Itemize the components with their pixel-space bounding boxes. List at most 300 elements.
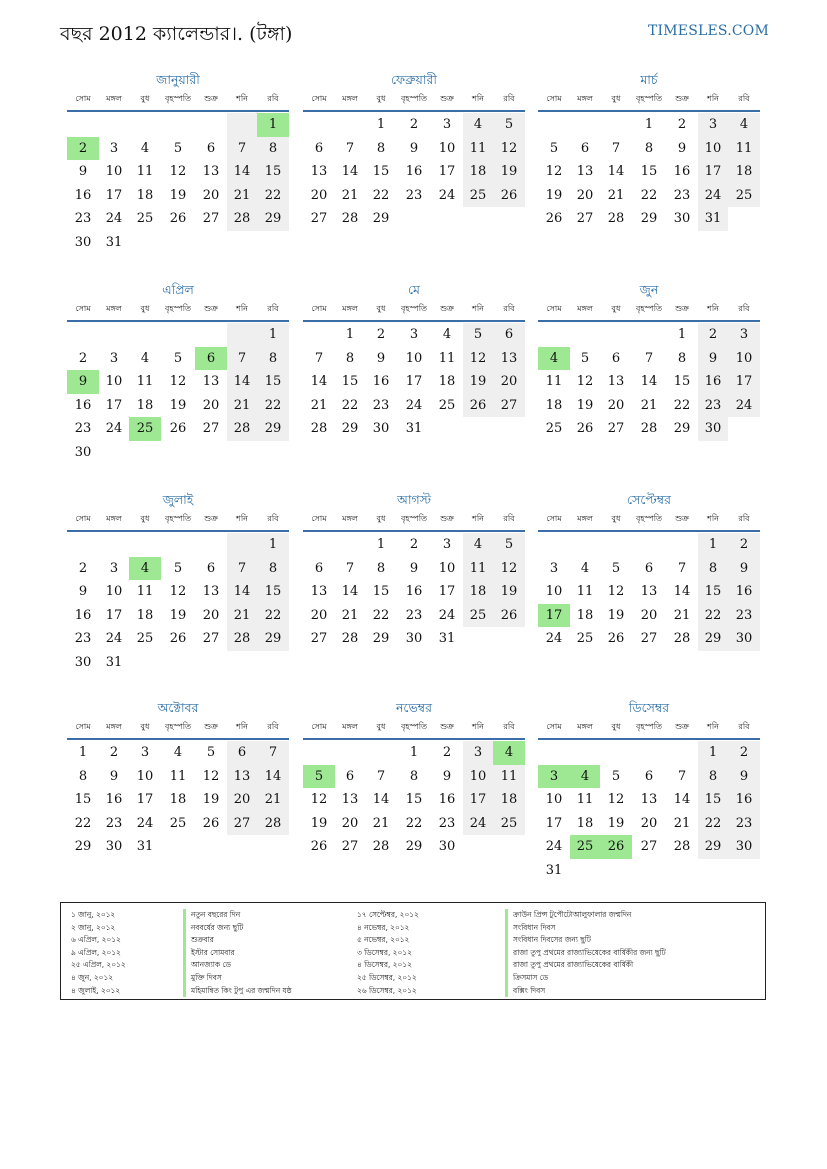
day-cell[interactable]: 10 bbox=[438, 560, 456, 576]
day-cell[interactable]: 12 bbox=[202, 768, 220, 784]
day-cell[interactable]: 4 bbox=[463, 113, 493, 137]
day-cell[interactable]: 22 bbox=[673, 397, 691, 413]
day-cell[interactable]: 6 bbox=[227, 741, 257, 765]
day-cell[interactable]: 8 bbox=[376, 140, 386, 156]
day-cell[interactable]: 23 bbox=[673, 187, 691, 203]
day-cell[interactable]: 2 bbox=[376, 327, 386, 342]
day-cell[interactable]: 22 bbox=[372, 607, 390, 623]
day-cell[interactable]: 30 bbox=[728, 835, 760, 859]
day-cell[interactable]: 11 bbox=[463, 557, 493, 581]
day-cell[interactable]: 14 bbox=[257, 765, 289, 789]
day-cell[interactable]: 29 bbox=[74, 839, 92, 855]
day-cell[interactable]: 12 bbox=[607, 584, 625, 600]
day-cell[interactable]: 13 bbox=[310, 584, 328, 600]
day-cell[interactable]: 3 bbox=[728, 323, 760, 347]
day-cell[interactable]: 20 bbox=[341, 815, 359, 831]
day-cell[interactable]: 16 bbox=[728, 788, 760, 812]
day-cell[interactable]: 21 bbox=[607, 187, 625, 203]
day-cell[interactable]: 17 bbox=[438, 164, 456, 180]
day-cell[interactable]: 3 bbox=[109, 560, 119, 576]
day-cell[interactable]: 3 bbox=[538, 765, 570, 789]
day-cell[interactable]: 17 bbox=[698, 160, 728, 184]
day-cell[interactable]: 17 bbox=[405, 374, 423, 390]
day-cell[interactable]: 4 bbox=[129, 557, 161, 581]
day-cell[interactable]: 18 bbox=[728, 160, 760, 184]
day-cell[interactable]: 25 bbox=[169, 815, 187, 831]
day-cell[interactable]: 30 bbox=[698, 417, 728, 441]
day-cell[interactable]: 23 bbox=[74, 421, 92, 437]
day-cell[interactable]: 21 bbox=[673, 607, 691, 623]
day-cell[interactable]: 14 bbox=[341, 164, 359, 180]
day-cell[interactable]: 1 bbox=[409, 745, 419, 760]
day-cell[interactable]: 23 bbox=[105, 815, 123, 831]
day-cell[interactable]: 16 bbox=[438, 792, 456, 808]
day-cell[interactable]: 14 bbox=[372, 792, 390, 808]
day-cell[interactable]: 24 bbox=[463, 812, 493, 836]
day-cell[interactable]: 14 bbox=[227, 580, 257, 604]
day-cell[interactable]: 7 bbox=[345, 560, 355, 576]
day-cell[interactable]: 21 bbox=[227, 184, 257, 208]
day-cell[interactable]: 25 bbox=[545, 421, 563, 437]
day-cell[interactable]: 11 bbox=[545, 374, 563, 390]
day-cell[interactable]: 16 bbox=[405, 584, 423, 600]
day-cell[interactable]: 27 bbox=[493, 394, 525, 418]
day-cell[interactable]: 9 bbox=[677, 140, 687, 156]
day-cell[interactable]: 31 bbox=[545, 862, 563, 878]
day-cell[interactable]: 23 bbox=[728, 812, 760, 836]
day-cell[interactable]: 9 bbox=[409, 560, 419, 576]
day-cell[interactable]: 5 bbox=[173, 140, 183, 156]
day-cell[interactable]: 17 bbox=[136, 792, 154, 808]
day-cell[interactable]: 26 bbox=[202, 815, 220, 831]
day-cell[interactable]: 27 bbox=[576, 211, 594, 227]
day-cell[interactable]: 5 bbox=[549, 140, 559, 156]
day-cell[interactable]: 27 bbox=[310, 211, 328, 227]
day-cell[interactable]: 20 bbox=[310, 187, 328, 203]
day-cell[interactable]: 9 bbox=[409, 140, 419, 156]
day-cell[interactable]: 30 bbox=[438, 839, 456, 855]
day-cell[interactable]: 1 bbox=[257, 113, 289, 137]
day-cell[interactable]: 2 bbox=[677, 117, 687, 132]
day-cell[interactable]: 4 bbox=[442, 327, 452, 342]
day-cell[interactable]: 26 bbox=[600, 835, 632, 859]
day-cell[interactable]: 26 bbox=[463, 394, 493, 418]
day-cell[interactable]: 10 bbox=[545, 792, 563, 808]
day-cell[interactable]: 22 bbox=[341, 397, 359, 413]
day-cell[interactable]: 21 bbox=[227, 394, 257, 418]
day-cell[interactable]: 26 bbox=[310, 839, 328, 855]
day-cell[interactable]: 4 bbox=[580, 560, 590, 576]
day-cell[interactable]: 7 bbox=[257, 741, 289, 765]
day-cell[interactable]: 25 bbox=[438, 397, 456, 413]
day-cell[interactable]: 27 bbox=[202, 631, 220, 647]
day-cell[interactable]: 8 bbox=[698, 557, 728, 581]
day-cell[interactable]: 18 bbox=[136, 397, 154, 413]
day-cell[interactable]: 6 bbox=[580, 140, 590, 156]
day-cell[interactable]: 31 bbox=[405, 421, 423, 437]
day-cell[interactable]: 4 bbox=[728, 113, 760, 137]
day-cell[interactable]: 8 bbox=[677, 350, 687, 366]
day-cell[interactable]: 25 bbox=[728, 184, 760, 208]
day-cell[interactable]: 24 bbox=[545, 631, 563, 647]
day-cell[interactable]: 1 bbox=[644, 117, 654, 132]
day-cell[interactable]: 10 bbox=[105, 374, 123, 390]
day-cell[interactable]: 20 bbox=[202, 187, 220, 203]
day-cell[interactable]: 15 bbox=[698, 580, 728, 604]
day-cell[interactable]: 19 bbox=[169, 607, 187, 623]
day-cell[interactable]: 1 bbox=[376, 537, 386, 552]
day-cell[interactable]: 30 bbox=[728, 627, 760, 651]
day-cell[interactable]: 14 bbox=[673, 584, 691, 600]
day-cell[interactable]: 24 bbox=[728, 394, 760, 418]
day-cell[interactable]: 1 bbox=[677, 327, 687, 342]
day-cell[interactable]: 29 bbox=[698, 835, 728, 859]
day-cell[interactable]: 28 bbox=[341, 631, 359, 647]
day-cell[interactable]: 6 bbox=[206, 560, 216, 576]
day-cell[interactable]: 8 bbox=[345, 350, 355, 366]
day-cell[interactable]: 18 bbox=[136, 607, 154, 623]
day-cell[interactable]: 12 bbox=[576, 374, 594, 390]
day-cell[interactable]: 19 bbox=[493, 160, 525, 184]
day-cell[interactable]: 29 bbox=[341, 421, 359, 437]
day-cell[interactable]: 6 bbox=[206, 140, 216, 156]
day-cell[interactable]: 29 bbox=[405, 839, 423, 855]
day-cell[interactable]: 27 bbox=[227, 812, 257, 836]
day-cell[interactable]: 16 bbox=[372, 374, 390, 390]
day-cell[interactable]: 15 bbox=[372, 164, 390, 180]
day-cell[interactable]: 3 bbox=[442, 117, 452, 132]
day-cell[interactable]: 26 bbox=[169, 421, 187, 437]
day-cell[interactable]: 17 bbox=[105, 187, 123, 203]
day-cell[interactable]: 16 bbox=[74, 607, 92, 623]
day-cell[interactable]: 3 bbox=[463, 741, 493, 765]
day-cell[interactable]: 25 bbox=[463, 604, 493, 628]
day-cell[interactable]: 10 bbox=[698, 137, 728, 161]
day-cell[interactable]: 3 bbox=[140, 745, 150, 760]
day-cell[interactable]: 6 bbox=[493, 323, 525, 347]
day-cell[interactable]: 27 bbox=[640, 839, 658, 855]
day-cell[interactable]: 24 bbox=[698, 184, 728, 208]
day-cell[interactable]: 28 bbox=[310, 421, 328, 437]
day-cell[interactable]: 15 bbox=[640, 164, 658, 180]
day-cell[interactable]: 30 bbox=[74, 654, 92, 670]
day-cell[interactable]: 21 bbox=[310, 397, 328, 413]
day-cell[interactable]: 7 bbox=[227, 137, 257, 161]
day-cell[interactable]: 10 bbox=[463, 765, 493, 789]
day-cell[interactable]: 26 bbox=[545, 211, 563, 227]
day-cell[interactable]: 25 bbox=[493, 812, 525, 836]
day-cell[interactable]: 31 bbox=[438, 631, 456, 647]
day-cell[interactable]: 3 bbox=[109, 350, 119, 366]
day-cell[interactable]: 14 bbox=[673, 792, 691, 808]
day-cell[interactable]: 24 bbox=[438, 607, 456, 623]
day-cell[interactable]: 20 bbox=[493, 370, 525, 394]
day-cell[interactable]: 1 bbox=[376, 117, 386, 132]
day-cell[interactable]: 5 bbox=[493, 533, 525, 557]
day-cell[interactable]: 17 bbox=[105, 397, 123, 413]
day-cell[interactable]: 24 bbox=[136, 815, 154, 831]
day-cell[interactable]: 1 bbox=[257, 533, 289, 557]
day-cell[interactable]: 5 bbox=[303, 765, 335, 789]
day-cell[interactable]: 24 bbox=[438, 187, 456, 203]
day-cell[interactable]: 2 bbox=[78, 350, 88, 366]
day-cell[interactable]: 28 bbox=[227, 627, 257, 651]
day-cell[interactable]: 12 bbox=[169, 374, 187, 390]
day-cell[interactable]: 22 bbox=[698, 604, 728, 628]
day-cell[interactable]: 16 bbox=[728, 580, 760, 604]
day-cell[interactable]: 7 bbox=[227, 557, 257, 581]
day-cell[interactable]: 22 bbox=[74, 815, 92, 831]
day-cell[interactable]: 5 bbox=[611, 768, 621, 784]
day-cell[interactable]: 28 bbox=[673, 839, 691, 855]
day-cell[interactable]: 7 bbox=[227, 347, 257, 371]
day-cell[interactable]: 12 bbox=[545, 164, 563, 180]
day-cell[interactable]: 6 bbox=[314, 140, 324, 156]
day-cell[interactable]: 2 bbox=[67, 137, 99, 161]
day-cell[interactable]: 5 bbox=[173, 560, 183, 576]
day-cell[interactable]: 25 bbox=[576, 631, 594, 647]
day-cell[interactable]: 15 bbox=[372, 584, 390, 600]
day-cell[interactable]: 27 bbox=[202, 421, 220, 437]
day-cell[interactable]: 10 bbox=[405, 350, 423, 366]
day-cell[interactable]: 11 bbox=[576, 792, 594, 808]
day-cell[interactable]: 12 bbox=[310, 792, 328, 808]
day-cell[interactable]: 7 bbox=[376, 768, 386, 784]
day-cell[interactable]: 8 bbox=[78, 768, 88, 784]
day-cell[interactable]: 11 bbox=[136, 584, 154, 600]
day-cell[interactable]: 30 bbox=[74, 444, 92, 460]
day-cell[interactable]: 11 bbox=[169, 768, 187, 784]
day-cell[interactable]: 8 bbox=[257, 557, 289, 581]
day-cell[interactable]: 26 bbox=[493, 604, 525, 628]
day-cell[interactable]: 11 bbox=[728, 137, 760, 161]
day-cell[interactable]: 21 bbox=[640, 397, 658, 413]
day-cell[interactable]: 31 bbox=[105, 654, 123, 670]
day-cell[interactable]: 15 bbox=[673, 374, 691, 390]
day-cell[interactable]: 1 bbox=[698, 533, 728, 557]
day-cell[interactable]: 13 bbox=[202, 374, 220, 390]
day-cell[interactable]: 10 bbox=[105, 584, 123, 600]
day-cell[interactable]: 21 bbox=[227, 604, 257, 628]
day-cell[interactable]: 8 bbox=[257, 347, 289, 371]
day-cell[interactable]: 23 bbox=[405, 187, 423, 203]
day-cell[interactable]: 6 bbox=[644, 768, 654, 784]
day-cell[interactable]: 21 bbox=[372, 815, 390, 831]
day-cell[interactable]: 4 bbox=[493, 741, 525, 765]
day-cell[interactable]: 26 bbox=[607, 631, 625, 647]
day-cell[interactable]: 20 bbox=[640, 607, 658, 623]
day-cell[interactable]: 1 bbox=[345, 327, 355, 342]
day-cell[interactable]: 13 bbox=[576, 164, 594, 180]
day-cell[interactable]: 24 bbox=[105, 421, 123, 437]
day-cell[interactable]: 20 bbox=[227, 788, 257, 812]
day-cell[interactable]: 27 bbox=[202, 211, 220, 227]
day-cell[interactable]: 15 bbox=[74, 792, 92, 808]
day-cell[interactable]: 30 bbox=[372, 421, 390, 437]
day-cell[interactable]: 14 bbox=[341, 584, 359, 600]
day-cell[interactable]: 5 bbox=[206, 745, 216, 760]
day-cell[interactable]: 7 bbox=[677, 768, 687, 784]
day-cell[interactable]: 30 bbox=[105, 839, 123, 855]
day-cell[interactable]: 13 bbox=[493, 347, 525, 371]
day-cell[interactable]: 13 bbox=[202, 164, 220, 180]
day-cell[interactable]: 4 bbox=[570, 765, 600, 789]
day-cell[interactable]: 18 bbox=[463, 580, 493, 604]
day-cell[interactable]: 20 bbox=[576, 187, 594, 203]
day-cell[interactable]: 7 bbox=[644, 350, 654, 366]
day-cell[interactable]: 19 bbox=[463, 370, 493, 394]
day-cell[interactable]: 1 bbox=[257, 323, 289, 347]
day-cell[interactable]: 24 bbox=[405, 397, 423, 413]
day-cell[interactable]: 18 bbox=[576, 815, 594, 831]
day-cell[interactable]: 30 bbox=[74, 234, 92, 250]
day-cell[interactable]: 7 bbox=[314, 350, 324, 366]
day-cell[interactable]: 27 bbox=[341, 839, 359, 855]
day-cell[interactable]: 18 bbox=[136, 187, 154, 203]
day-cell[interactable]: 28 bbox=[607, 211, 625, 227]
day-cell[interactable]: 30 bbox=[405, 631, 423, 647]
day-cell[interactable]: 19 bbox=[169, 397, 187, 413]
day-cell[interactable]: 12 bbox=[493, 137, 525, 161]
day-cell[interactable]: 9 bbox=[442, 768, 452, 784]
day-cell[interactable]: 23 bbox=[728, 604, 760, 628]
day-cell[interactable]: 4 bbox=[463, 533, 493, 557]
day-cell[interactable]: 6 bbox=[644, 560, 654, 576]
day-cell[interactable]: 28 bbox=[257, 812, 289, 836]
day-cell[interactable]: 19 bbox=[169, 187, 187, 203]
day-cell[interactable]: 29 bbox=[372, 631, 390, 647]
day-cell[interactable]: 8 bbox=[644, 140, 654, 156]
day-cell[interactable]: 1 bbox=[78, 745, 88, 760]
day-cell[interactable]: 5 bbox=[463, 323, 493, 347]
day-cell[interactable]: 28 bbox=[673, 631, 691, 647]
day-cell[interactable]: 2 bbox=[728, 533, 760, 557]
day-cell[interactable]: 10 bbox=[728, 347, 760, 371]
day-cell[interactable]: 11 bbox=[136, 374, 154, 390]
day-cell[interactable]: 15 bbox=[698, 788, 728, 812]
day-cell[interactable]: 15 bbox=[341, 374, 359, 390]
day-cell[interactable]: 4 bbox=[173, 745, 183, 760]
day-cell[interactable]: 18 bbox=[576, 607, 594, 623]
day-cell[interactable]: 29 bbox=[640, 211, 658, 227]
day-cell[interactable]: 28 bbox=[227, 207, 257, 231]
day-cell[interactable]: 26 bbox=[169, 631, 187, 647]
day-cell[interactable]: 9 bbox=[67, 370, 99, 394]
day-cell[interactable]: 22 bbox=[640, 187, 658, 203]
day-cell[interactable]: 24 bbox=[105, 631, 123, 647]
day-cell[interactable]: 9 bbox=[698, 347, 728, 371]
day-cell[interactable]: 23 bbox=[74, 631, 92, 647]
day-cell[interactable]: 17 bbox=[438, 584, 456, 600]
day-cell[interactable]: 3 bbox=[442, 537, 452, 552]
day-cell[interactable]: 13 bbox=[341, 792, 359, 808]
day-cell[interactable]: 20 bbox=[310, 607, 328, 623]
day-cell[interactable]: 8 bbox=[376, 560, 386, 576]
day-cell[interactable]: 31 bbox=[136, 839, 154, 855]
day-cell[interactable]: 16 bbox=[673, 164, 691, 180]
day-cell[interactable]: 16 bbox=[74, 397, 92, 413]
day-cell[interactable]: 13 bbox=[227, 765, 257, 789]
day-cell[interactable]: 29 bbox=[698, 627, 728, 651]
day-cell[interactable]: 18 bbox=[463, 160, 493, 184]
day-cell[interactable]: 8 bbox=[257, 137, 289, 161]
day-cell[interactable]: 9 bbox=[78, 584, 88, 600]
day-cell[interactable]: 31 bbox=[105, 234, 123, 250]
day-cell[interactable]: 10 bbox=[438, 140, 456, 156]
day-cell[interactable]: 19 bbox=[493, 580, 525, 604]
day-cell[interactable]: 6 bbox=[195, 347, 227, 371]
day-cell[interactable]: 15 bbox=[257, 370, 289, 394]
day-cell[interactable]: 12 bbox=[169, 164, 187, 180]
day-cell[interactable]: 17 bbox=[105, 607, 123, 623]
day-cell[interactable]: 12 bbox=[607, 792, 625, 808]
day-cell[interactable]: 6 bbox=[611, 350, 621, 366]
day-cell[interactable]: 3 bbox=[549, 560, 559, 576]
day-cell[interactable]: 2 bbox=[109, 745, 119, 760]
day-cell[interactable]: 7 bbox=[677, 560, 687, 576]
day-cell[interactable]: 25 bbox=[463, 184, 493, 208]
day-cell[interactable]: 22 bbox=[372, 187, 390, 203]
day-cell[interactable]: 2 bbox=[698, 323, 728, 347]
day-cell[interactable]: 2 bbox=[442, 745, 452, 760]
day-cell[interactable]: 21 bbox=[341, 607, 359, 623]
day-cell[interactable]: 31 bbox=[698, 207, 728, 231]
day-cell[interactable]: 13 bbox=[640, 792, 658, 808]
day-cell[interactable]: 14 bbox=[310, 374, 328, 390]
day-cell[interactable]: 22 bbox=[698, 812, 728, 836]
day-cell[interactable]: 15 bbox=[257, 580, 289, 604]
day-cell[interactable]: 11 bbox=[136, 164, 154, 180]
day-cell[interactable]: 20 bbox=[202, 397, 220, 413]
day-cell[interactable]: 5 bbox=[580, 350, 590, 366]
day-cell[interactable]: 18 bbox=[545, 397, 563, 413]
day-cell[interactable]: 13 bbox=[640, 584, 658, 600]
day-cell[interactable]: 26 bbox=[576, 421, 594, 437]
day-cell[interactable]: 14 bbox=[227, 370, 257, 394]
day-cell[interactable]: 5 bbox=[493, 113, 525, 137]
day-cell[interactable]: 9 bbox=[376, 350, 386, 366]
day-cell[interactable]: 22 bbox=[405, 815, 423, 831]
day-cell[interactable]: 9 bbox=[78, 164, 88, 180]
day-cell[interactable]: 14 bbox=[227, 160, 257, 184]
day-cell[interactable]: 28 bbox=[372, 839, 390, 855]
day-cell[interactable]: 3 bbox=[698, 113, 728, 137]
site-logo-text[interactable]: TIMESLES.COM bbox=[648, 23, 769, 39]
day-cell[interactable]: 11 bbox=[463, 137, 493, 161]
day-cell[interactable]: 23 bbox=[438, 815, 456, 831]
day-cell[interactable]: 5 bbox=[611, 560, 621, 576]
day-cell[interactable]: 12 bbox=[493, 557, 525, 581]
day-cell[interactable]: 22 bbox=[257, 184, 289, 208]
day-cell[interactable]: 2 bbox=[78, 560, 88, 576]
day-cell[interactable]: 6 bbox=[314, 560, 324, 576]
day-cell[interactable]: 29 bbox=[673, 421, 691, 437]
day-cell[interactable]: 27 bbox=[640, 631, 658, 647]
day-cell[interactable]: 2 bbox=[409, 537, 419, 552]
day-cell[interactable]: 13 bbox=[607, 374, 625, 390]
day-cell[interactable]: 4 bbox=[140, 140, 150, 156]
day-cell[interactable]: 12 bbox=[463, 347, 493, 371]
day-cell[interactable]: 8 bbox=[698, 765, 728, 789]
day-cell[interactable]: 20 bbox=[607, 397, 625, 413]
day-cell[interactable]: 13 bbox=[202, 584, 220, 600]
day-cell[interactable]: 21 bbox=[673, 815, 691, 831]
day-cell[interactable]: 28 bbox=[341, 211, 359, 227]
day-cell[interactable]: 24 bbox=[105, 211, 123, 227]
day-cell[interactable]: 14 bbox=[640, 374, 658, 390]
day-cell[interactable]: 9 bbox=[728, 557, 760, 581]
day-cell[interactable]: 2 bbox=[728, 741, 760, 765]
